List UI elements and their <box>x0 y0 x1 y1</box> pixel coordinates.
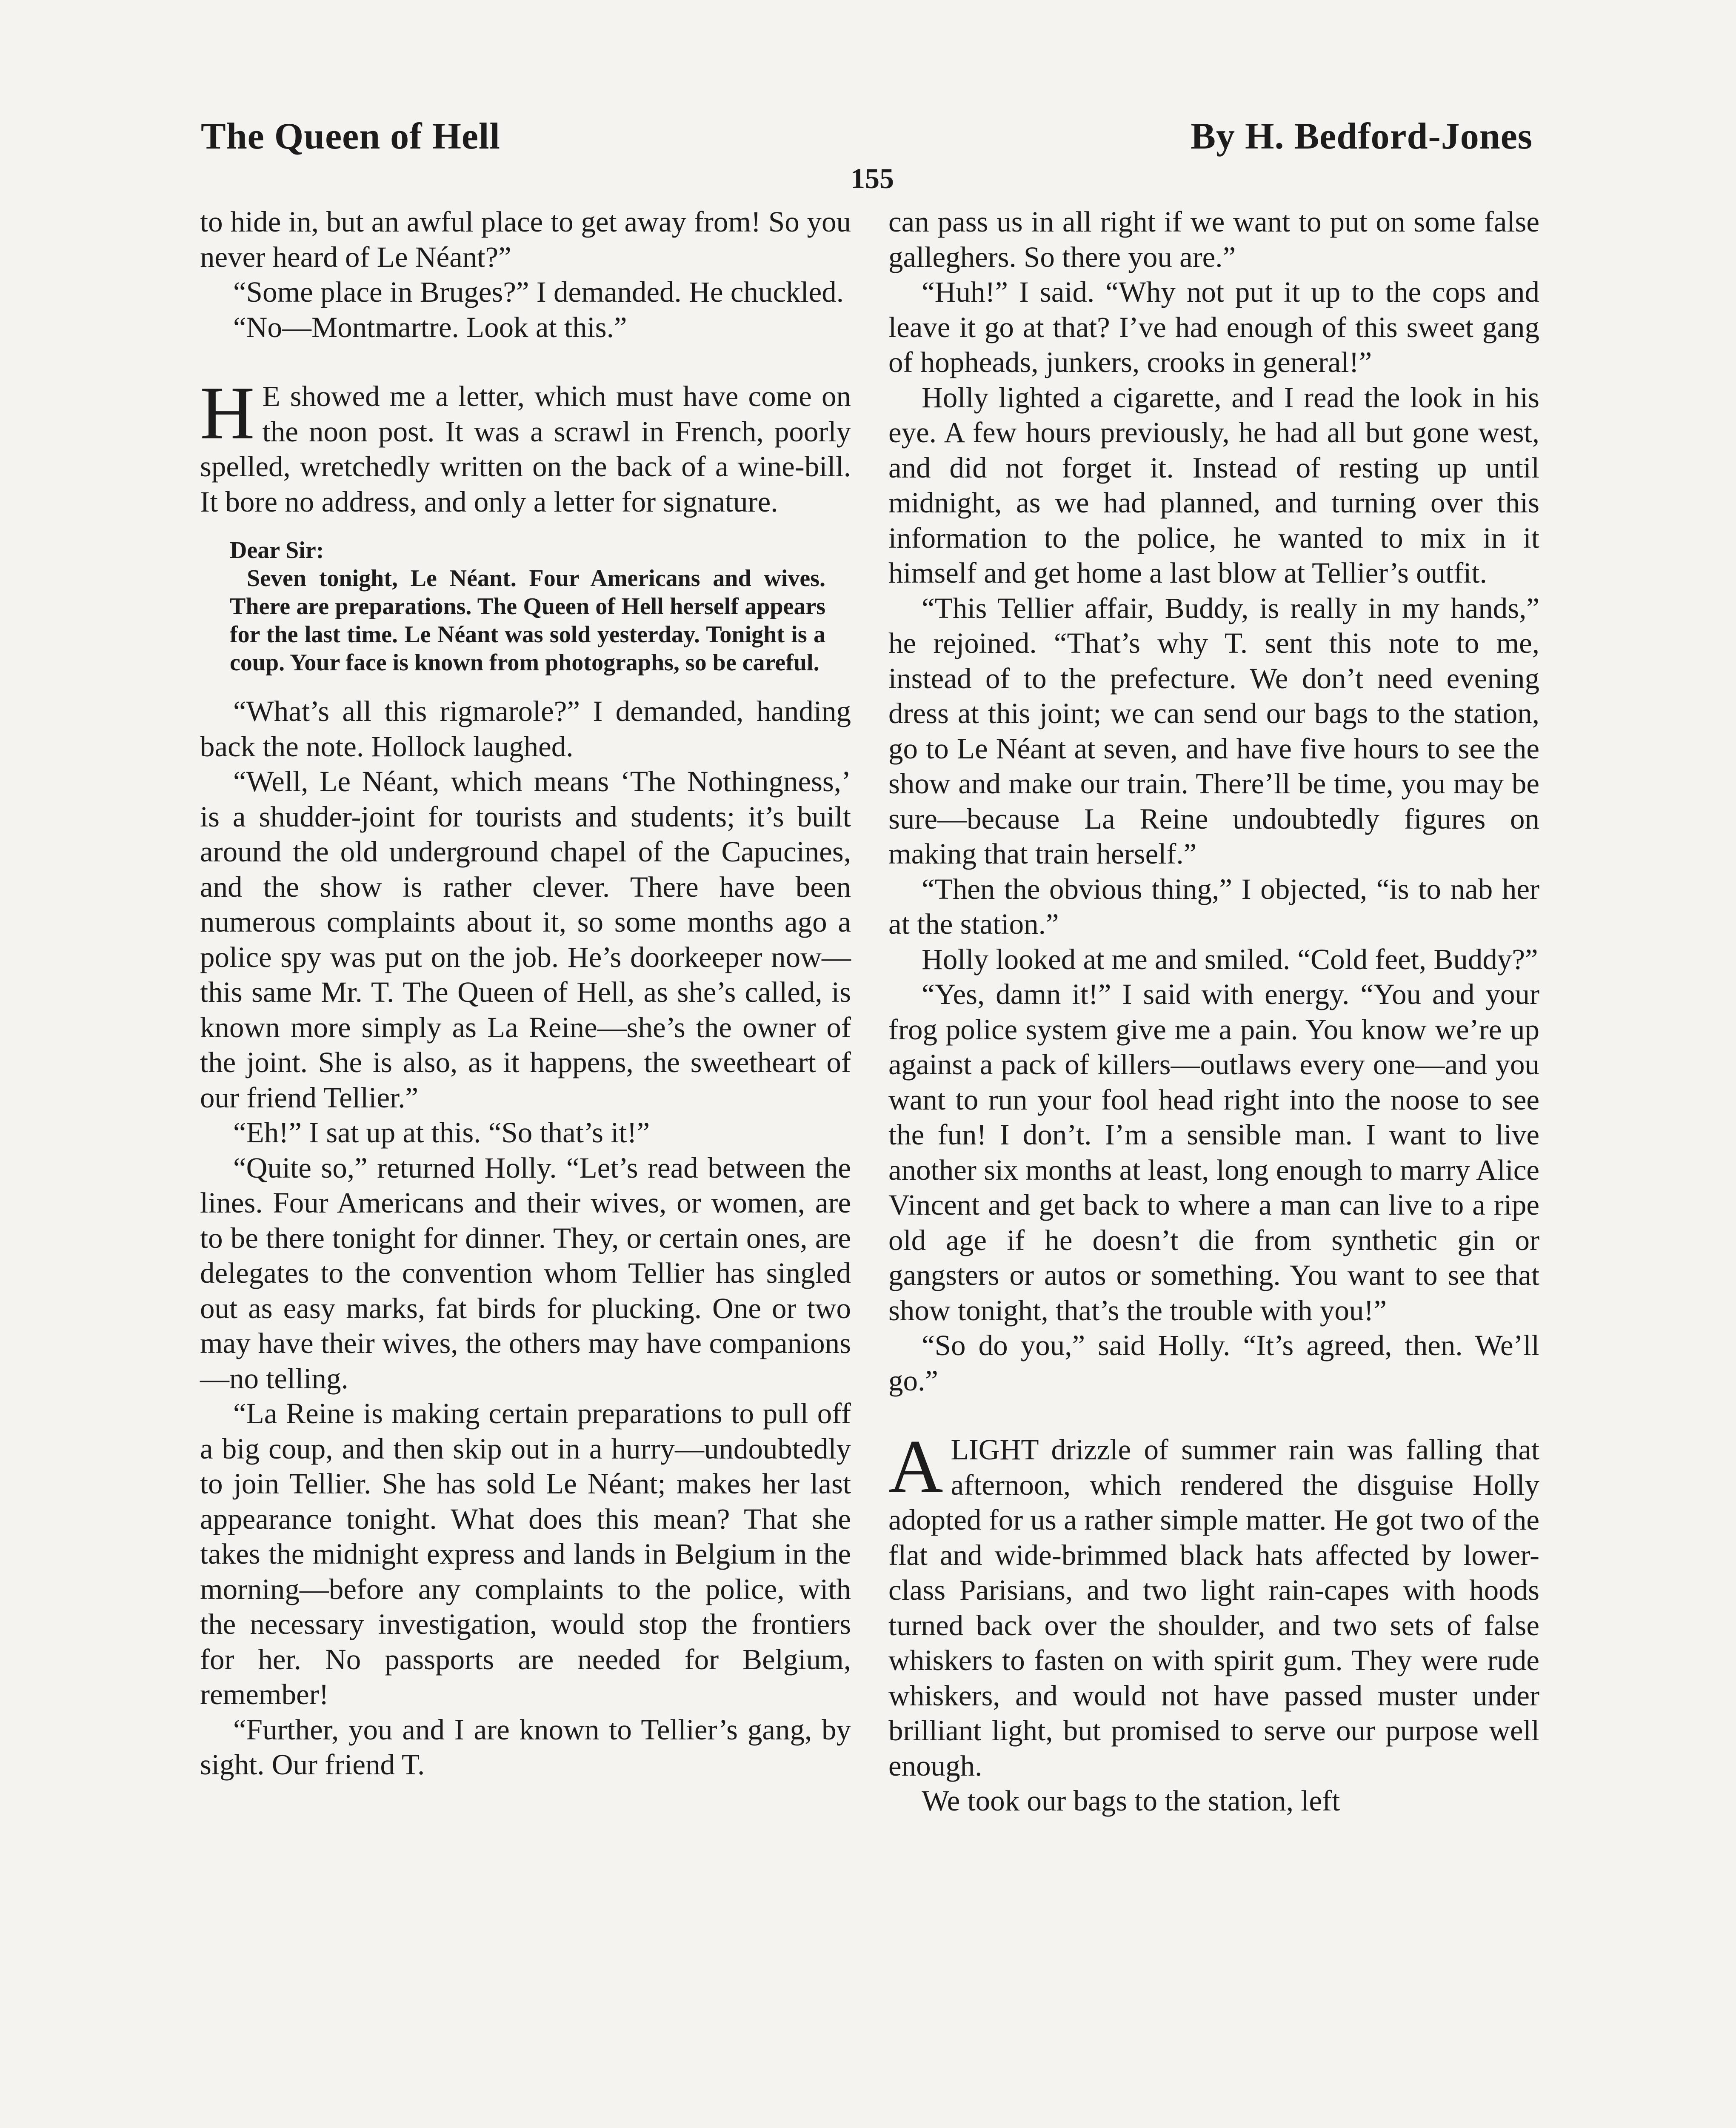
paragraph: “Eh!” I sat up at this. “So that’s it!” <box>233 1116 650 1149</box>
paragraph-text: E showed me a letter, which must have come on the noon post. It was a scrawl in French, poorly spelled, wretchedly written on the back of a wine-bill. It bore no address, and only a letter for signature. <box>200 380 851 518</box>
paragraph-dropcap <box>200 371 851 519</box>
drop-cap: H <box>200 371 255 455</box>
paragraph: Holly looked at me and smiled. “Cold feet, Buddy?” <box>922 943 1538 975</box>
paragraph: “Quite so,” returned Holly. “Let’s read between the lines. Four Americans and their wives, or women, are to be there tonight for dinner. They, or certain ones, are delegates to the convention whom Tellier has singled out as easy marks, fat birds for plucking. One or two may have their wives, the others may have companions—no telling. <box>200 1151 851 1395</box>
paragraph-text: LIGHT drizzle of summer rain was falling that afternoon, which rendered the disguise Holly adopted for us a rather simple matter. He got two of the flat and wide-brimmed black hats affected by lower-class Parisians, and two light rain-capes with hoods turned back over the shoulder, and two sets of false whiskers to fasten on with spirit gum. They were rude whiskers, and would not have passed muster under brilliant light, but promised to serve our purpose well enough. <box>888 1433 1539 1782</box>
paragraph: “Yes, damn it!” I said with energy. “You and your frog police system give me a pain. You know we’re up against a pack of killers—outlaws every one—and you want to run your fool head right into the noose to see the fun! I don’t. I’m a sensible man. I want to live another six months at least, long enough to marry Alice Vincent and get back to where a man can live to a ripe old age if he doesn’t die from synthetic gin or gangsters or autos or something. You want to see that show tonight, that’s the trouble with you!” <box>888 978 1539 1327</box>
paragraph: “Further, you and I are known to Tellier’s gang, by sight. Our friend T. <box>200 1713 851 1781</box>
paragraph: We took our bags to the station, left <box>922 1785 1340 1817</box>
paragraph: “So do you,” said Holly. “It’s agreed, then. We’ll go.” <box>888 1329 1539 1397</box>
paragraph: “Some place in Bruges?” I demanded. He chuckled. <box>233 276 844 308</box>
letter-salutation: Dear Sir: <box>230 537 324 563</box>
paragraph: “What’s all this rigmarole?” I demanded, handing back the note. Hollock laughed. <box>200 695 851 763</box>
page-number: 155 <box>851 162 894 194</box>
quoted-letter <box>230 536 825 677</box>
author-byline: By H. Bedford-Jones <box>1191 116 1533 157</box>
paragraph: “La Reine is making certain preparations to pull off a big coup, and then skip out in a hurry—undoubtedly to join Tellier. She has sold Le Néant; makes her last appearance tonight. What does this mean? That she takes the midnight express and lands in Belgium in the morning—before any complaints to the police, with the necessary investigation, would stop the frontiers for her. No passports are needed for Belgium, remember! <box>200 1397 851 1710</box>
paragraph: “Then the obvious thing,” I objected, “is to nab her at the station.” <box>888 872 1539 940</box>
section-break <box>200 345 851 379</box>
paragraph: to hide in, but an awful place to get away from! So you never heard of Le Néant?” <box>200 206 851 273</box>
story-title: The Queen of Hell <box>201 116 500 157</box>
right-column <box>888 204 1539 1819</box>
section-break <box>888 1398 1539 1432</box>
paragraph: “Huh!” I said. “Why not put it up to the cops and leave it go at that? I’ve had enough of this sweet gang of hopheads, junkers, crooks in general!” <box>888 276 1539 378</box>
paragraph: “Well, Le Néant, which means ‘The Nothingness,’ is a shudder-joint for tourists and students; it’s built around the old underground chapel of the Capucines, and the show is rather clever. There have been numerous complaints about it, so some months ago a police spy was put on the job. He’s doorkeeper now—this same Mr. T. The Queen of Hell, as she’s called, is known more simply as La Reine—she’s the owner of the joint. She is also, as it happens, the sweetheart of our friend Tellier.” <box>200 765 851 1114</box>
paragraph: “No—Montmartre. Look at this.” <box>233 311 627 343</box>
paragraph: Holly lighted a cigarette, and I read the look in his eye. A few hours previously, he had all but gone west, and did not forget it. Instead of resting up until midnight, as we had planned, and turning over this information to the police, he wanted to mix in it himself and get home a last blow at Tellier’s outfit. <box>888 381 1539 589</box>
left-column <box>200 204 851 1782</box>
paragraph: can pass us in all right if we want to put on some false galleghers. So there you are.” <box>888 206 1539 273</box>
drop-cap: A <box>888 1424 943 1508</box>
letter-body: Seven tonight, Le Néant. Four Americans and wives. There are preparations. The Queen of Hell herself appears for the last time. Le Néant was sold yesterday. Tonight is a coup. Your face is known from photographs, so be careful. <box>230 565 825 676</box>
paragraph-dropcap <box>888 1424 1539 1783</box>
paragraph: “This Tellier affair, Buddy, is really in my hands,” he rejoined. “That’s why T. sent this note to me, instead of to the prefecture. We don’t need evening dress at this joint; we can send our bags to the station, go to Le Néant at seven, and have five hours to see the show and make our train. There’ll be time, you may be sure—because La Reine undoubtedly figures on making that train herself.” <box>888 592 1539 870</box>
